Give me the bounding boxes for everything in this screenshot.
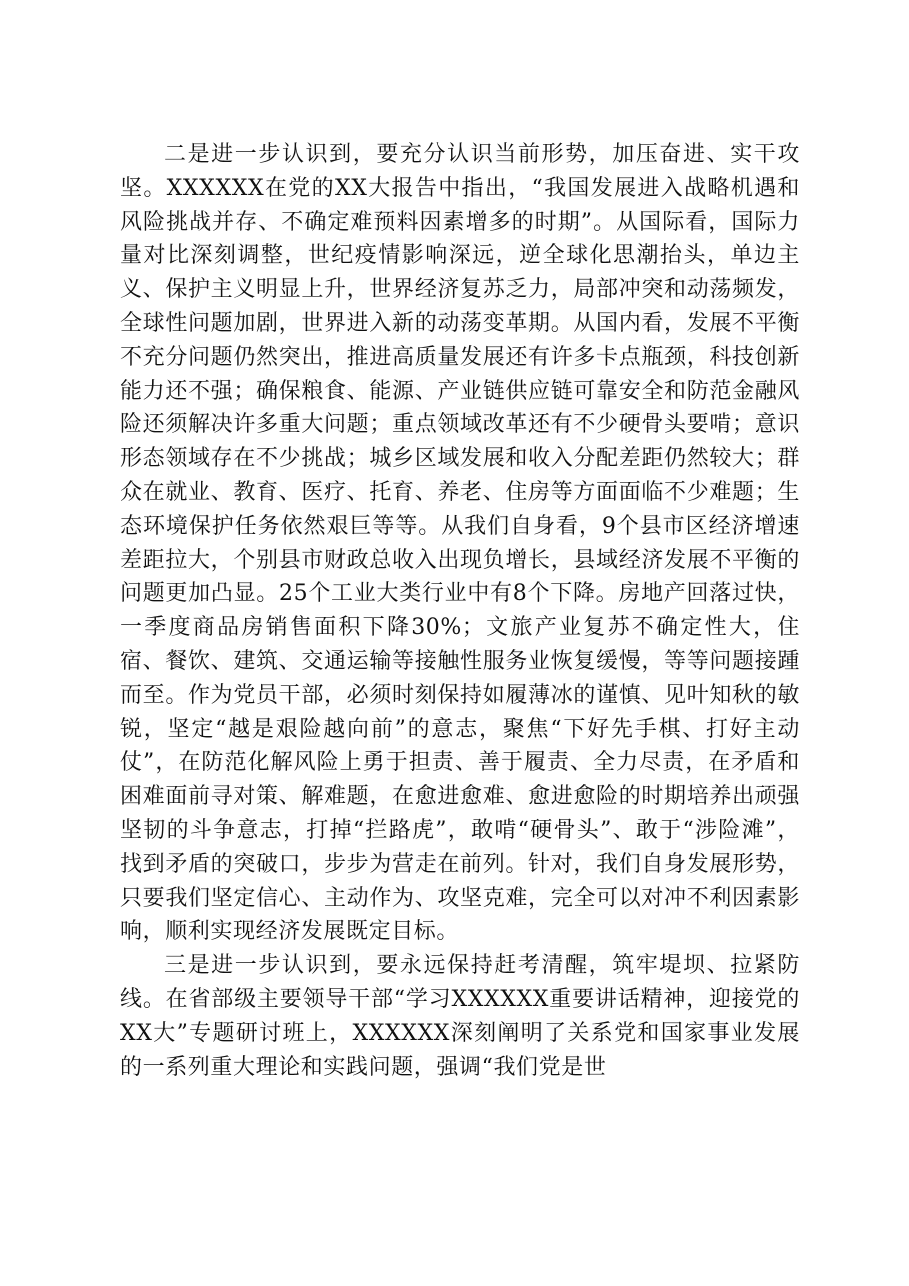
paragraph-2: 二是进一步认识到，要充分认识当前形势，加压奋进、实干攻坚。XXXXXX在党的XX大报告中指出，“我国发展进入战略机遇和风险挑战并存、不确定难预料因素增多的时期”。从国际看，国际力量对比深刻调整，世纪疫情影响深远，逆全球化思潮抬头，单边主义、保护主义明显上升，世界经济复苏乏力，局部冲突和动荡频发，全球性问题加剧，世界进入新的动荡变革期。从国内看，发展不平衡不充分问题仍然突出，推进高质量发展还有许多卡点瓶颈，科技创新能力还不强；确保粮食、能源、产业链供应链可靠安全和防范金融风险还须解决许多重大问题；重点领域改革还有不少硬骨头要啃；意识形态领域存在不少挑战；城乡区域发展和收入分配差距仍然较大；群众在就业、教育、医疗、托育、养老、住房等方面面临不少难题；生态环境保护任务依然艰巨等等。从我们自身看，9个县市区经济增速差距拉大，个别县市财政总收入出现负增长，县域经济发展不平衡的问题更加凸显。25个工业大类行业中有8个下降。房地产回落过快，一季度商品房销售面积下降30%；文旅产业复苏不确定性大，住宿、餐饮、建筑、交通运输等接触性服务业恢复缓慢，等等问题接踵而至。作为党员干部，必须时刻保持如履薄冰的谨慎、见叶知秋的敏锐，坚定“越是艰险越向前”的意志，聚焦“下好先手棋、打好主动仗”，在防范化解风险上勇于担责、善于履责、全力尽责，在矛盾和困难面前寻对策、解难题，在愈进愈难、愈进愈险的时期培养出顽强坚韧的斗争意志，打掉“拦路虎”，敢啃“硬骨头”、敢于“涉险滩”，找到矛盾的突破口，步步为营走在前列。针对，我们自身发展形势，只要我们坚定信心、主动作为、攻坚克难，完全可以对冲不利因素影响，顺利实现经济发展既定目标。 [120,142,800,945]
paragraph-3: 三是进一步认识到，要永远保持赶考清醒，筑牢堤坝、拉紧防线。在省部级主要领导干部“学习XXXXXX重要讲话精神，迎接党的XX大”专题研讨班上，XXXXXX深刻阐明了关系党和国家事业发展的一系列重大理论和实践问题，强调“我们党是世 [120,953,800,1080]
document-body [120,138,800,1084]
